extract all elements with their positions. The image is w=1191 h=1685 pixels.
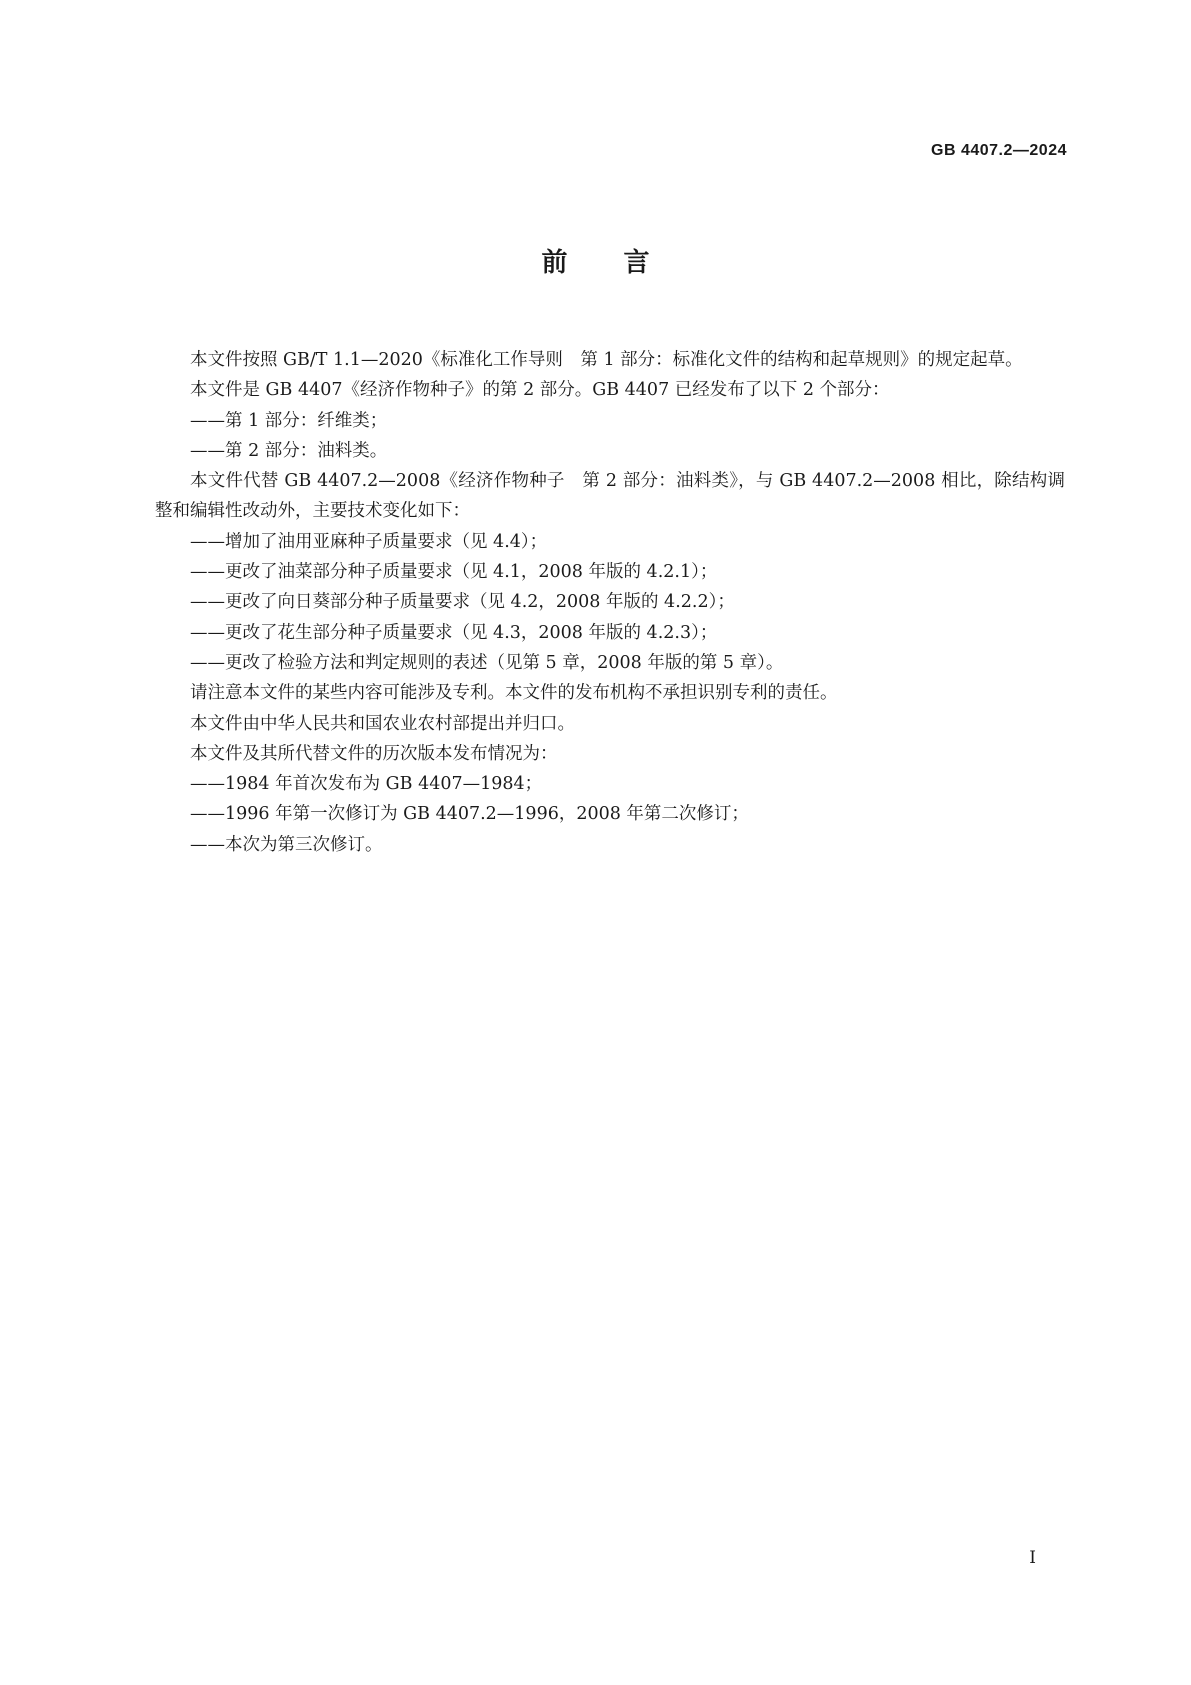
paragraph-replacement: 本文件代替 GB 4407.2—2008《经济作物种子 第 2 部分：油料类》，与 GB 4407.2—2008 相比，除结构调整和编辑性改动外，主要技术变化如下： xyxy=(155,471,1065,522)
list-item: ——更改了油菜部分种子质量要求（见 4.1，2008 年版的 4.2.1）； xyxy=(190,562,718,583)
list-item: ——第 2 部分：油料类。 xyxy=(190,440,388,461)
paragraph-patent-notice: 请注意本文件的某些内容可能涉及专利。本文件的发布机构不承担识别专利的责任。 xyxy=(190,683,838,704)
page-title: 前言 xyxy=(541,248,706,278)
paragraph-series-intro: 本文件是 GB 4407《经济作物种子》的第 2 部分。GB 4407 已经发布了以下 2 个部分： xyxy=(190,380,890,401)
list-item: ——更改了向日葵部分种子质量要求（见 4.2，2008 年版的 4.2.2）； xyxy=(190,592,735,613)
list-item: ——增加了油用亚麻种子质量要求（见 4.4）； xyxy=(190,531,548,552)
list-item: ——本次为第三次修订。 xyxy=(190,834,383,855)
list-item: ——1984 年首次发布为 GB 4407—1984； xyxy=(190,774,543,795)
document-code: GB 4407.2—2024 xyxy=(931,142,1067,159)
paragraph-proposer: 本文件由中华人民共和国农业农村部提出并归口。 xyxy=(190,713,575,734)
paragraph-drafting-basis: 本文件按照 GB/T 1.1—2020《标准化工作导则 第 1 部分：标准化文件的结构和起草规则》的规定起草。 xyxy=(190,350,1023,370)
list-item: ——1996 年第一次修订为 GB 4407.2—1996，2008 年第二次修订； xyxy=(190,804,749,825)
foreword-body xyxy=(155,345,1065,860)
paragraph-history: 本文件及其所代替文件的历次版本发布情况为： xyxy=(190,743,558,764)
list-item: ——更改了检验方法和判定规则的表述（见第 5 章，2008 年版的第 5 章）。 xyxy=(190,652,784,673)
list-item: ——第 1 部分：纤维类； xyxy=(190,410,388,431)
page-number: I xyxy=(1029,1548,1036,1568)
list-item: ——更改了花生部分种子质量要求（见 4.3，2008 年版的 4.2.3）； xyxy=(190,622,718,643)
